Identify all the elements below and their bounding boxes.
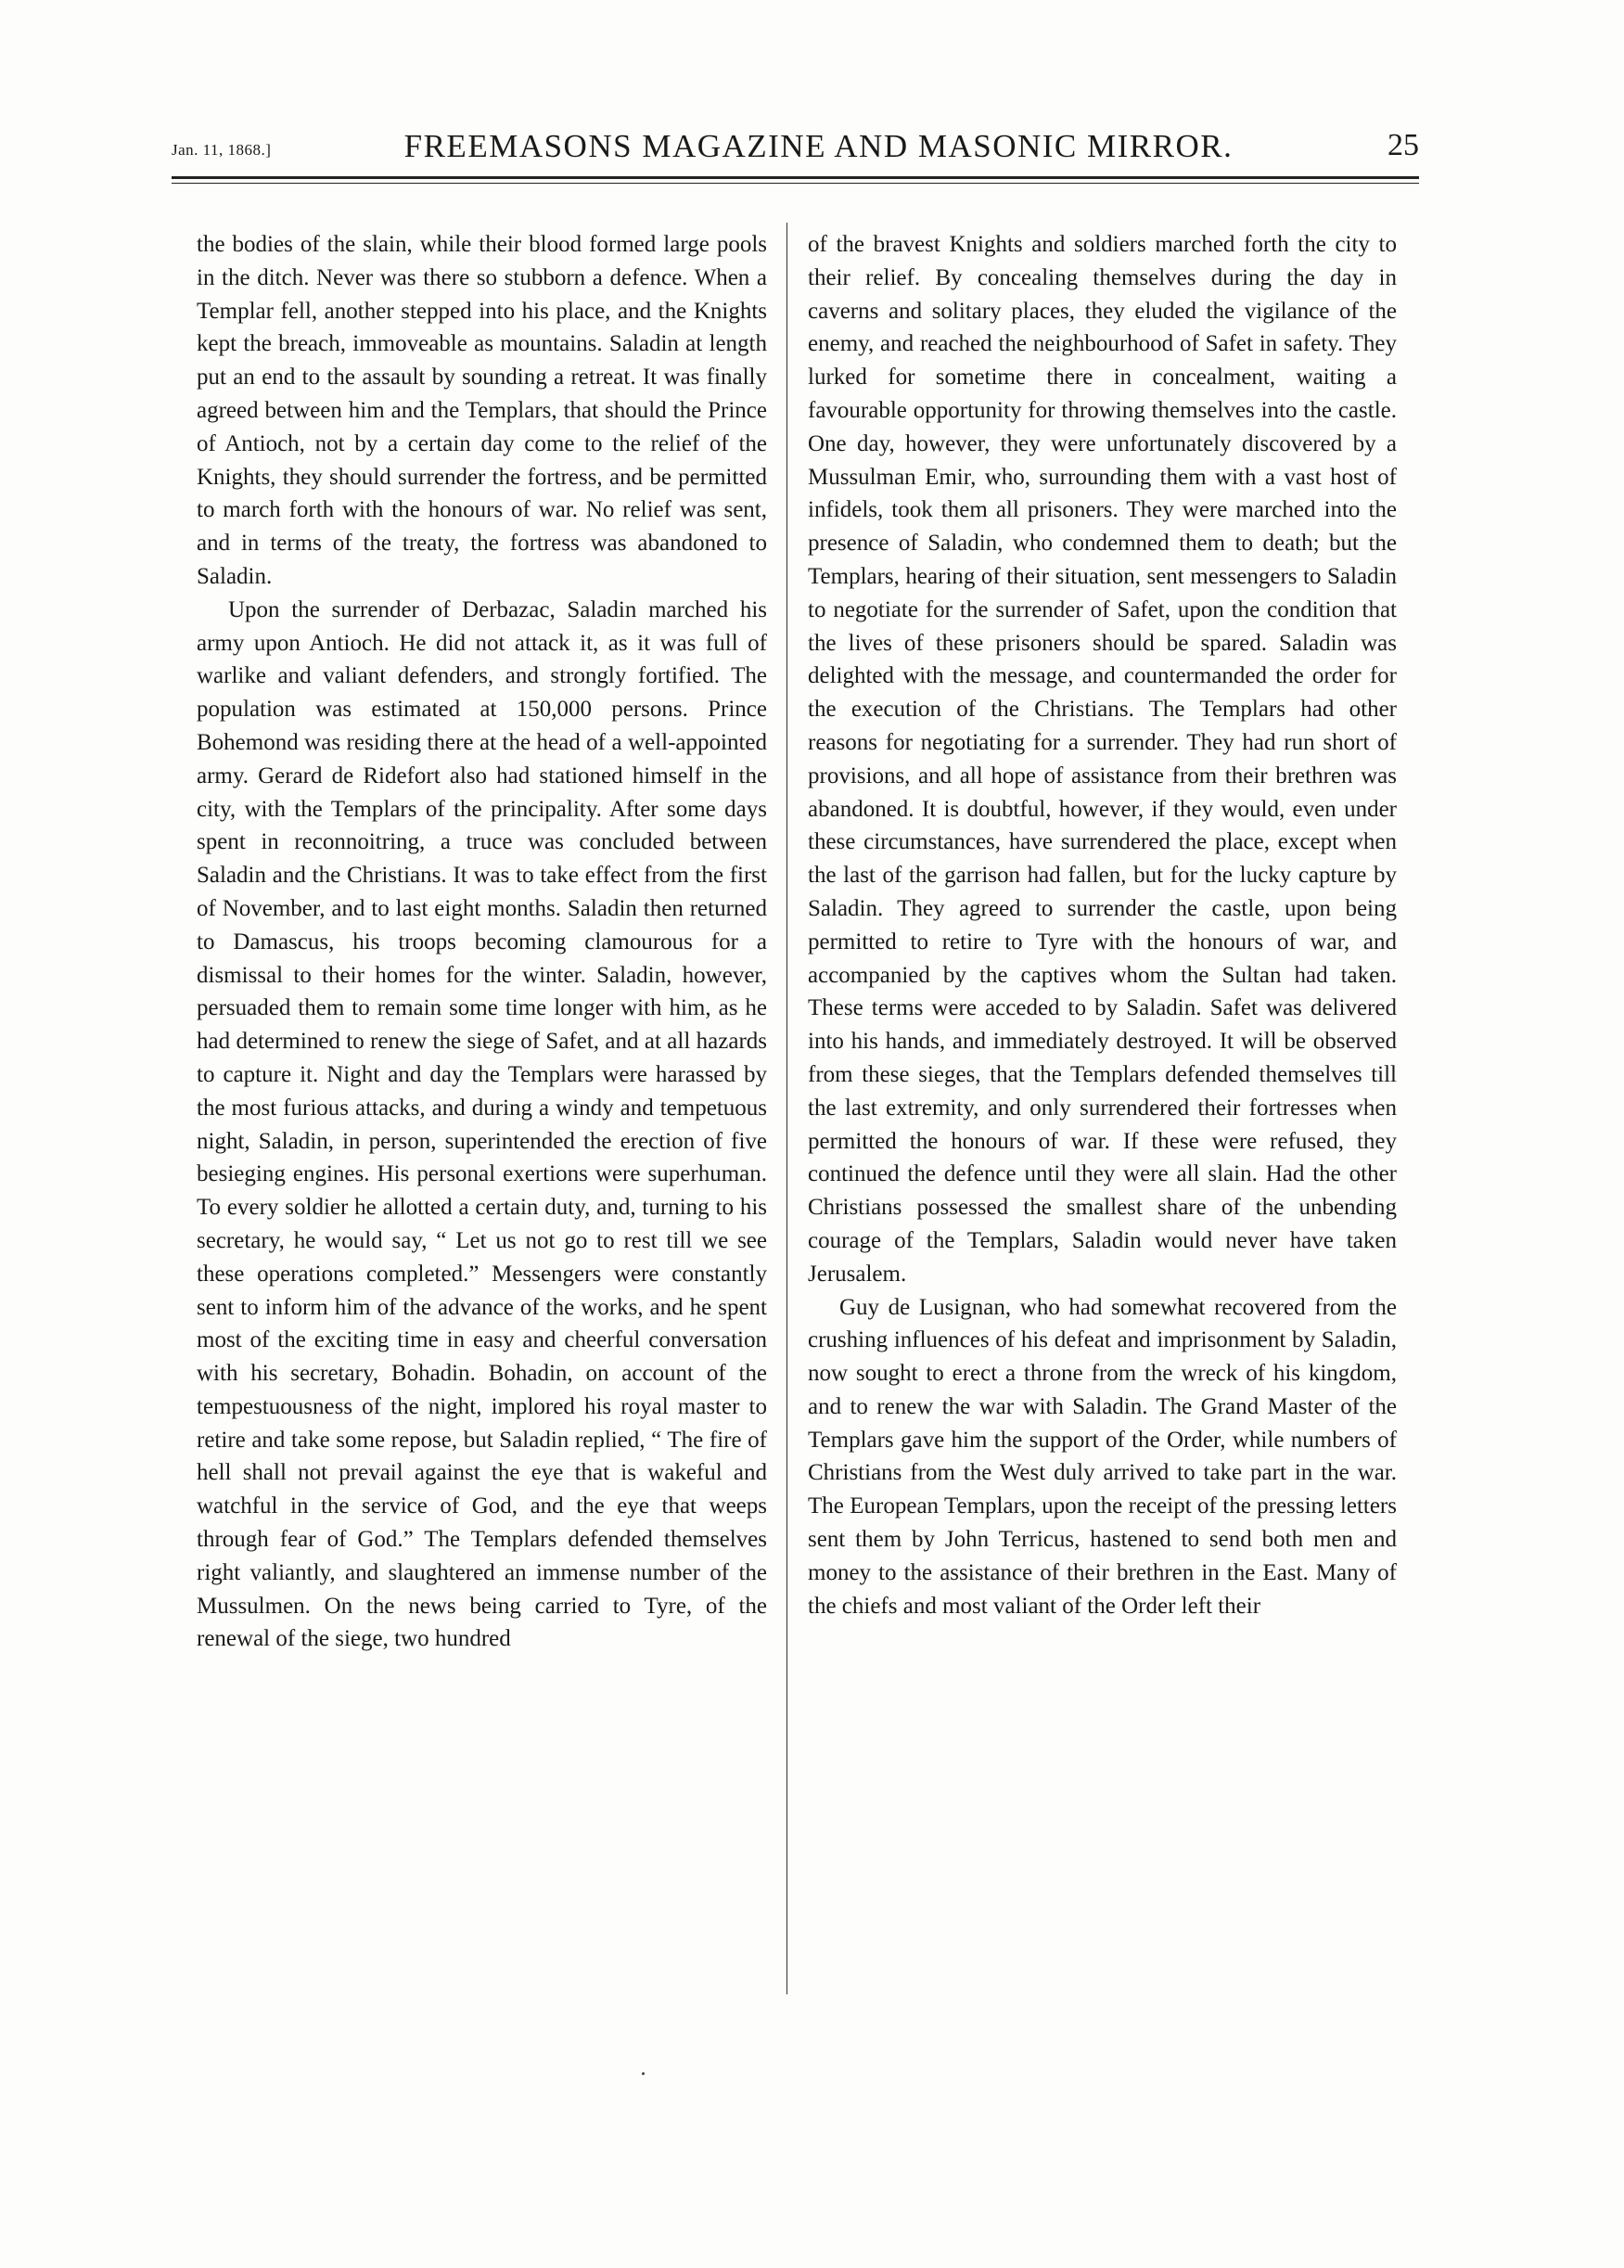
paragraph: of the bravest Knights and soldiers marched forth the city to their relief. By concealing themselves during the day in caverns and solitary places, they eluded the vigilance of the enemy, and reached the neighbourhood of Safet in safety. They lurked for sometime there in concealment, waiting a favourable opportunity for throwing themselves into the castle. One day, however, they were unfortunately discovered by a Mussulman Emir, who, surrounding them with a vast host of infidels, took them all prisoners. They were marched into the presence of Saladin, who condemned them to death; but the Templars, hearing of their situation, sent messengers to Saladin to negotiate for the surrender of Safet, upon the condition that the lives of these prisoners should be spared. Saladin was delighted with the message, and countermanded the order for the execution of the Christians. The Templars had other reasons for negotiating for a surrender. They had run short of provisions, and all hope of assistance from their brethren was abandoned. It is doubtful, however, if they would, even under these circumstances, have surrendered the place, except when the last of the garrison had fallen, but for the lucky capture by Saladin. They agreed to surrender the castle, upon being permitted to retire to Tyre with the honours of war, and accompanied by the captives whom the Sultan had taken. These terms were acceded to by Saladin. Safet was delivered into his hands, and immediately destroyed. It will be observed from these sieges, that the Templars defended themselves till the last extremity, and only surrendered their fortresses when permitted the honours of war. If these were refused, they continued the defence until they were all slain. Had the other Christians possessed the smallest share of the unbending courage of the Templars, Saladin would never have taken Jerusalem. <box>808 232 1397 1287</box>
header-rule-thick <box>172 176 1419 179</box>
right-column <box>808 228 1397 1622</box>
issue-date: Jan. 11, 1868.] <box>172 141 272 159</box>
paragraph: Upon the surrender of Derbazac, Saladin marched his army upon Antioch. He did not attack it, as it was full of warlike and valiant defenders, and strongly fortified. The population was estimated at 150,000 persons. Prince Bohemond was residing there at the head of a well-appointed army. Gerard de Ridefort also had stationed himself in the city, with the Templars of the principality. After some days spent in reconnoitring, a truce was concluded between Saladin and the Christians. It was to take effect from the first of November, and to last eight months. Saladin then returned to Damascus, his troops becoming clamourous for a dismissal to their homes for the winter. Saladin, however, persuaded them to remain some time longer with him, as he had determined to renew the siege of Safet, and at all hazards to capture it. Night and day the Templars were harassed by the most furious attacks, and during a windy and tempetuous night, Saladin, in person, superintended the erection of five besieging engines. His personal exertions were superhuman. To every soldier he allotted a certain duty, and, turning to his secretary, he would say, “ Let us not go to rest till we see these operations completed.” Messengers were constantly sent to inform him of the advance of the works, and he spent most of the exciting time in easy and cheerful conversation with his secretary, Bohadin. Bohadin, on account of the tempestuousness of the night, implored his royal master to retire and take some repose, but Saladin replied, “ The fire of hell shall not prevail against the eye that is wakeful and watchful in the service of God, and the eye that weeps through fear of God.” The Templars defended themselves right valiantly, and slaughtered an immense number of the Mussulmen. On the news being carried to Tyre, of the renewal of the siege, two hundred <box>197 596 767 1652</box>
publication-title: FREEMASONS MAGAZINE AND MASONIC MIRROR. <box>403 128 1234 164</box>
left-column <box>197 228 767 1656</box>
print-speck <box>642 2072 645 2075</box>
paragraph: Guy de Lusignan, who had somewhat recovered from the crushing influences of his defeat and imprisonment by Saladin, now sought to erect a throne from the wreck of his kingdom, and to renew the war with Saladin. The Grand Master of the Templars gave him the support of the Order, while numbers of Christians from the West duly arrived to take part in the war. The European Templars, upon the receipt of the pressing letters sent them by John Terricus, hastened to send both men and money to the assistance of their brethren in the East. Many of the chiefs and most valiant of the Order left their <box>808 1294 1397 1619</box>
paragraph: the bodies of the slain, while their blood formed large pools in the ditch. Never was there so stubborn a defence. When a Templar fell, another stepped into his place, and the Knights kept the breach, immoveable as mountains. Saladin at length put an end to the assault by sounding a retreat. It was finally agreed between him and the Templars, that should the Prince of Antioch, not by a certain day come to the relief of the Knights, they should surrender the fortress, and be permitted to march forth with the honours of war. No relief was sent, and in terms of the treaty, the fortress was abandoned to Saladin. <box>197 232 767 589</box>
page-number: 25 <box>1387 128 1419 162</box>
column-divider <box>786 223 787 1994</box>
header-rule-thin <box>172 183 1419 184</box>
running-header <box>172 128 1419 169</box>
